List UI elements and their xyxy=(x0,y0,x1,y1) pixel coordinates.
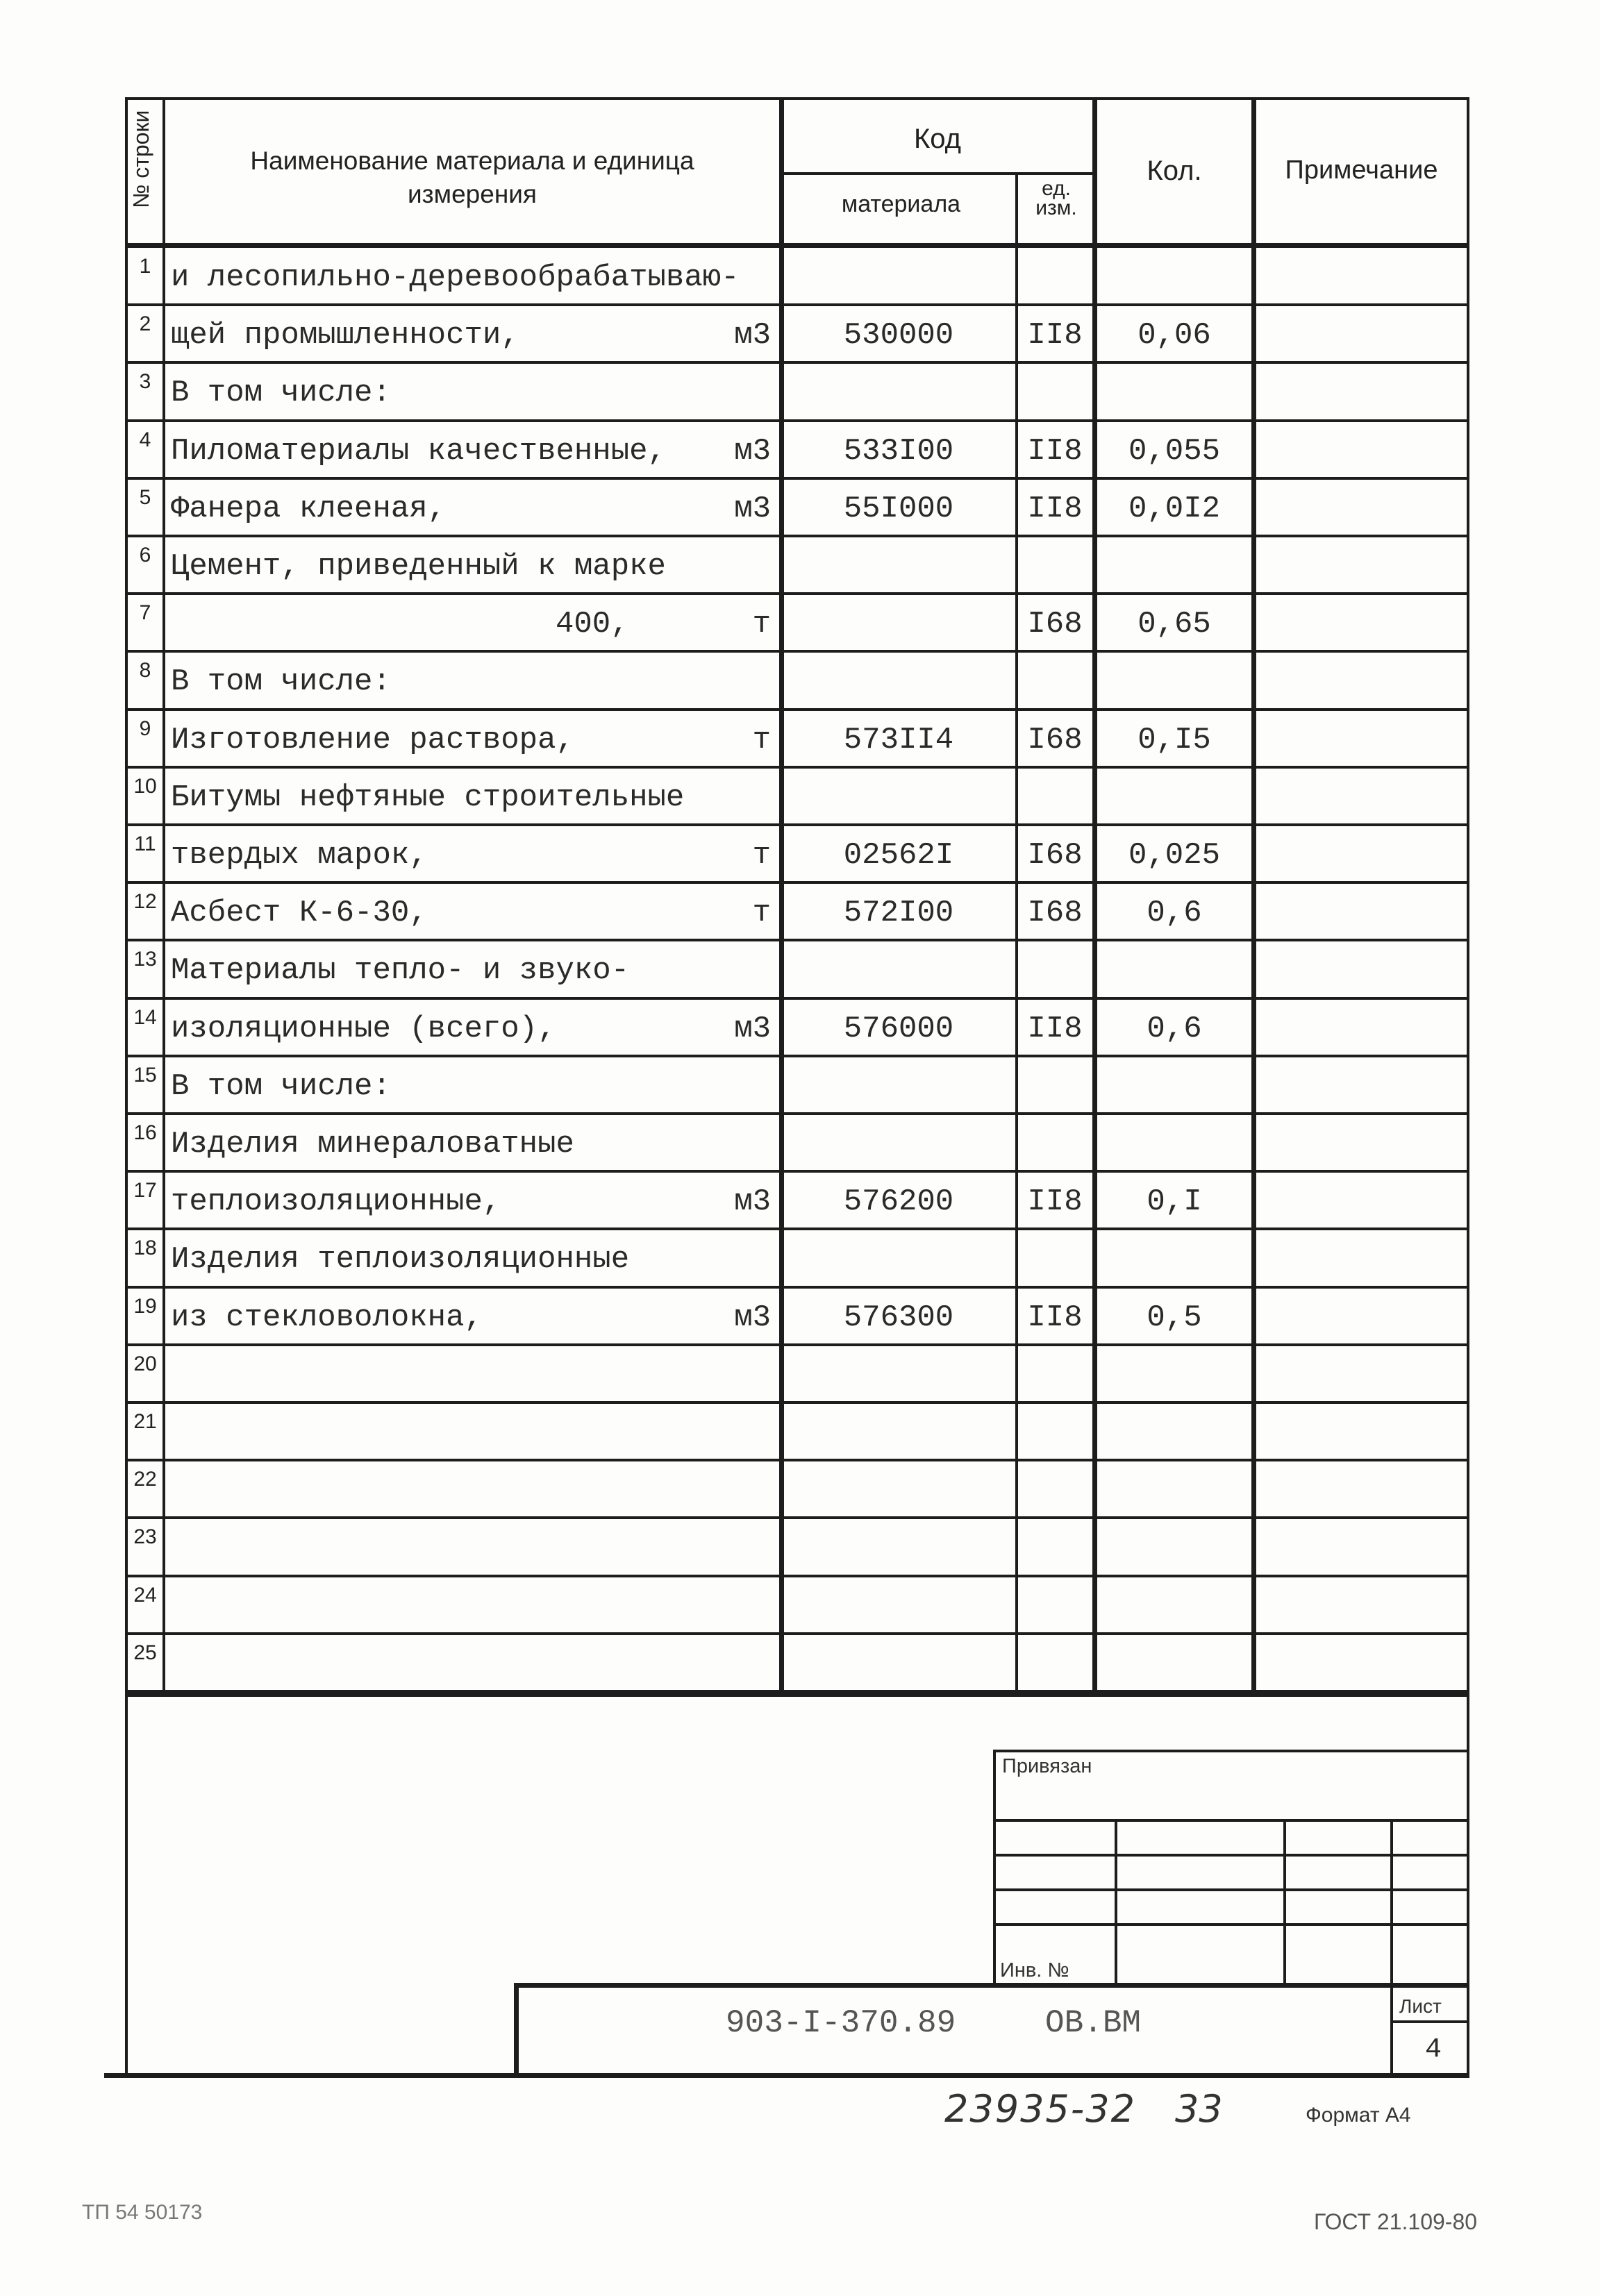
table-row xyxy=(125,248,1469,305)
unit-of-measure: м3 xyxy=(734,318,771,353)
material-name: В том числе: xyxy=(171,1069,391,1104)
row-number: 16 xyxy=(133,1121,157,1144)
quantity: 0,65 xyxy=(1138,607,1211,642)
material-name: Изделия минераловатные xyxy=(171,1127,574,1162)
row-number: 25 xyxy=(133,1641,157,1664)
table-row xyxy=(125,1518,1469,1576)
material-code: 02562I xyxy=(843,838,954,873)
stamp-line-2 xyxy=(993,1854,1469,1857)
material-name: Битумы нефтяные строительные xyxy=(171,780,685,815)
row-number: 12 xyxy=(133,890,157,914)
row-number: 1 xyxy=(139,255,151,278)
row-number: 13 xyxy=(133,948,157,971)
table-row xyxy=(125,1172,1469,1230)
unit-code: II8 xyxy=(1027,318,1083,353)
row-number: 15 xyxy=(133,1063,157,1087)
unit-of-measure: т xyxy=(752,838,771,873)
unit-of-measure: м3 xyxy=(734,1300,771,1335)
row-number: 6 xyxy=(139,544,151,567)
document-code: 903-I-370.89 xyxy=(726,2005,956,2041)
row-number: 14 xyxy=(133,1005,157,1029)
table-row xyxy=(125,1114,1469,1172)
document-suffix: ОВ.ВМ xyxy=(1045,2005,1142,2041)
quantity: 0,06 xyxy=(1138,318,1211,353)
row-number: 5 xyxy=(139,485,151,509)
quantity: 0,I xyxy=(1147,1184,1202,1220)
stamp-col-2 xyxy=(1283,1819,1286,1986)
row-number: 22 xyxy=(133,1468,157,1491)
row-number: 8 xyxy=(139,659,151,682)
table-row xyxy=(125,883,1469,941)
row-number: 4 xyxy=(139,428,151,451)
row-number: 2 xyxy=(139,312,151,336)
unit-of-measure: м3 xyxy=(734,433,771,469)
material-code: 530000 xyxy=(843,318,954,353)
table-row xyxy=(125,594,1469,652)
header-row-number: № строки xyxy=(128,110,153,208)
material-code: 533I00 xyxy=(843,433,954,469)
unit-of-measure: м3 xyxy=(734,1184,771,1220)
quantity: 0,055 xyxy=(1128,433,1221,469)
format-label: Формат А4 xyxy=(1306,2104,1411,2127)
stamp-col-3 xyxy=(1390,1819,1393,1986)
table-row xyxy=(125,479,1469,537)
material-name: из стекловолокна, xyxy=(171,1300,483,1335)
unit-code: I68 xyxy=(1027,607,1083,642)
table-row xyxy=(125,1403,1469,1461)
quantity: 0,6 xyxy=(1147,1011,1202,1046)
table-row xyxy=(125,1577,1469,1634)
table-row xyxy=(125,826,1469,883)
quantity: 0,I5 xyxy=(1138,722,1211,757)
material-code: 55I000 xyxy=(843,491,954,526)
row-number: 17 xyxy=(133,1179,157,1203)
frame-bottom-line xyxy=(104,2073,1469,2078)
table-row xyxy=(125,1461,1469,1518)
table-row xyxy=(125,768,1469,826)
row-number: 24 xyxy=(133,1583,157,1607)
material-code: 576000 xyxy=(843,1011,954,1046)
table-row xyxy=(125,1288,1469,1346)
material-name: и лесопильно-деревообрабатываю- xyxy=(171,260,740,295)
material-name: Асбест К-6-30, xyxy=(171,896,428,931)
inv-label: Инв. № xyxy=(1000,1959,1069,1981)
material-name: Материалы тепло- и звуко- xyxy=(171,953,630,989)
registration-number: 23935-32 xyxy=(944,2087,1136,2131)
header-bottom-line xyxy=(125,243,1469,248)
unit-of-measure: т xyxy=(752,896,771,931)
table-row xyxy=(125,1057,1469,1114)
table-row xyxy=(125,652,1469,710)
unit-code: I68 xyxy=(1027,896,1083,931)
material-name: Пиломатериалы качественные, xyxy=(171,433,666,469)
row-divider xyxy=(125,1690,1469,1693)
row-number: 23 xyxy=(133,1525,157,1549)
unit-code: I68 xyxy=(1027,722,1083,757)
material-code: 576200 xyxy=(843,1184,954,1220)
quantity: 0,6 xyxy=(1147,896,1202,931)
stamp-line-4 xyxy=(993,1923,1469,1926)
footer-gost: ГОСТ 21.109-80 xyxy=(1314,2209,1478,2234)
table-row xyxy=(125,1634,1469,1692)
unit-of-measure: м3 xyxy=(734,1011,771,1046)
table-row xyxy=(125,1230,1469,1287)
stamp-top-line xyxy=(993,1750,1469,1752)
stamp-left-line xyxy=(993,1750,996,1986)
material-name: В том числе: xyxy=(171,664,391,700)
unit-code: II8 xyxy=(1027,491,1083,526)
header-note: Примечание xyxy=(1285,156,1438,185)
table-row xyxy=(125,941,1469,998)
material-code: 573II4 xyxy=(843,722,954,757)
row-number: 19 xyxy=(133,1294,157,1318)
row-number: 18 xyxy=(133,1237,157,1260)
title-block-left-line xyxy=(514,1983,519,2076)
header-code-material: материала xyxy=(841,191,961,217)
quantity: 0,0I2 xyxy=(1128,491,1221,526)
footer-left-code: ТП 54 50173 xyxy=(82,2201,203,2224)
unit-code: II8 xyxy=(1027,433,1083,469)
row-number: 3 xyxy=(139,370,151,394)
material-code: 576300 xyxy=(843,1300,954,1335)
code-split-line xyxy=(781,172,1094,175)
row-number: 20 xyxy=(133,1352,157,1375)
row-number: 21 xyxy=(133,1410,157,1433)
header-code: Код xyxy=(913,124,961,154)
unit-of-measure: т xyxy=(752,607,771,642)
list-label-line xyxy=(1390,2020,1469,2023)
material-name: Фанера клееная, xyxy=(171,491,447,526)
stamp-line-1 xyxy=(993,1819,1469,1822)
material-name: Изготовление раствора, xyxy=(171,722,574,757)
material-name: В том числе: xyxy=(171,376,391,411)
table-row xyxy=(125,421,1469,479)
title-block-list-line xyxy=(1390,1983,1393,2076)
table-row xyxy=(125,999,1469,1057)
table-row xyxy=(125,1346,1469,1403)
row-number: 9 xyxy=(139,717,151,740)
material-name: Изделия теплоизоляционные xyxy=(171,1242,630,1277)
table-row xyxy=(125,363,1469,421)
material-name: теплоизоляционные, xyxy=(171,1184,501,1220)
quantity: 0,025 xyxy=(1128,838,1221,873)
table-row xyxy=(125,305,1469,363)
material-name: изоляционные (всего), xyxy=(171,1011,556,1046)
material-name: твердых марок, xyxy=(171,838,428,873)
unit-of-measure: т xyxy=(752,722,771,757)
material-name: щей промышленности, xyxy=(171,318,519,353)
header-qty: Кол. xyxy=(1147,156,1202,186)
frame-top-line xyxy=(125,97,1469,100)
unit-code: I68 xyxy=(1027,838,1083,873)
material-code: 572I00 xyxy=(843,896,954,931)
material-name: Цемент, приведенный к марке xyxy=(171,549,666,584)
unit-code: II8 xyxy=(1027,1011,1083,1046)
unit-code: II8 xyxy=(1027,1300,1083,1335)
table-row xyxy=(125,710,1469,768)
row-number: 11 xyxy=(134,832,156,855)
row-number: 7 xyxy=(139,601,151,625)
table-row xyxy=(125,537,1469,594)
privyazan-label: Привязан xyxy=(1002,1755,1092,1777)
quantity: 0,5 xyxy=(1147,1300,1202,1335)
list-number: 4 xyxy=(1425,2034,1442,2065)
header-name: Наименование материала и единица измерения xyxy=(250,146,694,208)
stamp-line-3 xyxy=(993,1888,1469,1891)
row-number: 10 xyxy=(133,774,157,798)
unit-of-measure: м3 xyxy=(734,491,771,526)
stamp-col-1 xyxy=(1115,1819,1117,1986)
header-code-unit: ед. изм. xyxy=(1035,177,1077,219)
registration-number-2: 33 xyxy=(1175,2087,1223,2131)
list-label: Лист xyxy=(1399,1995,1442,2017)
material-name: 400, xyxy=(556,607,629,642)
unit-code: II8 xyxy=(1027,1184,1083,1220)
table-bottom-line xyxy=(125,1692,1469,1697)
title-block-top-line xyxy=(514,1983,1469,1988)
